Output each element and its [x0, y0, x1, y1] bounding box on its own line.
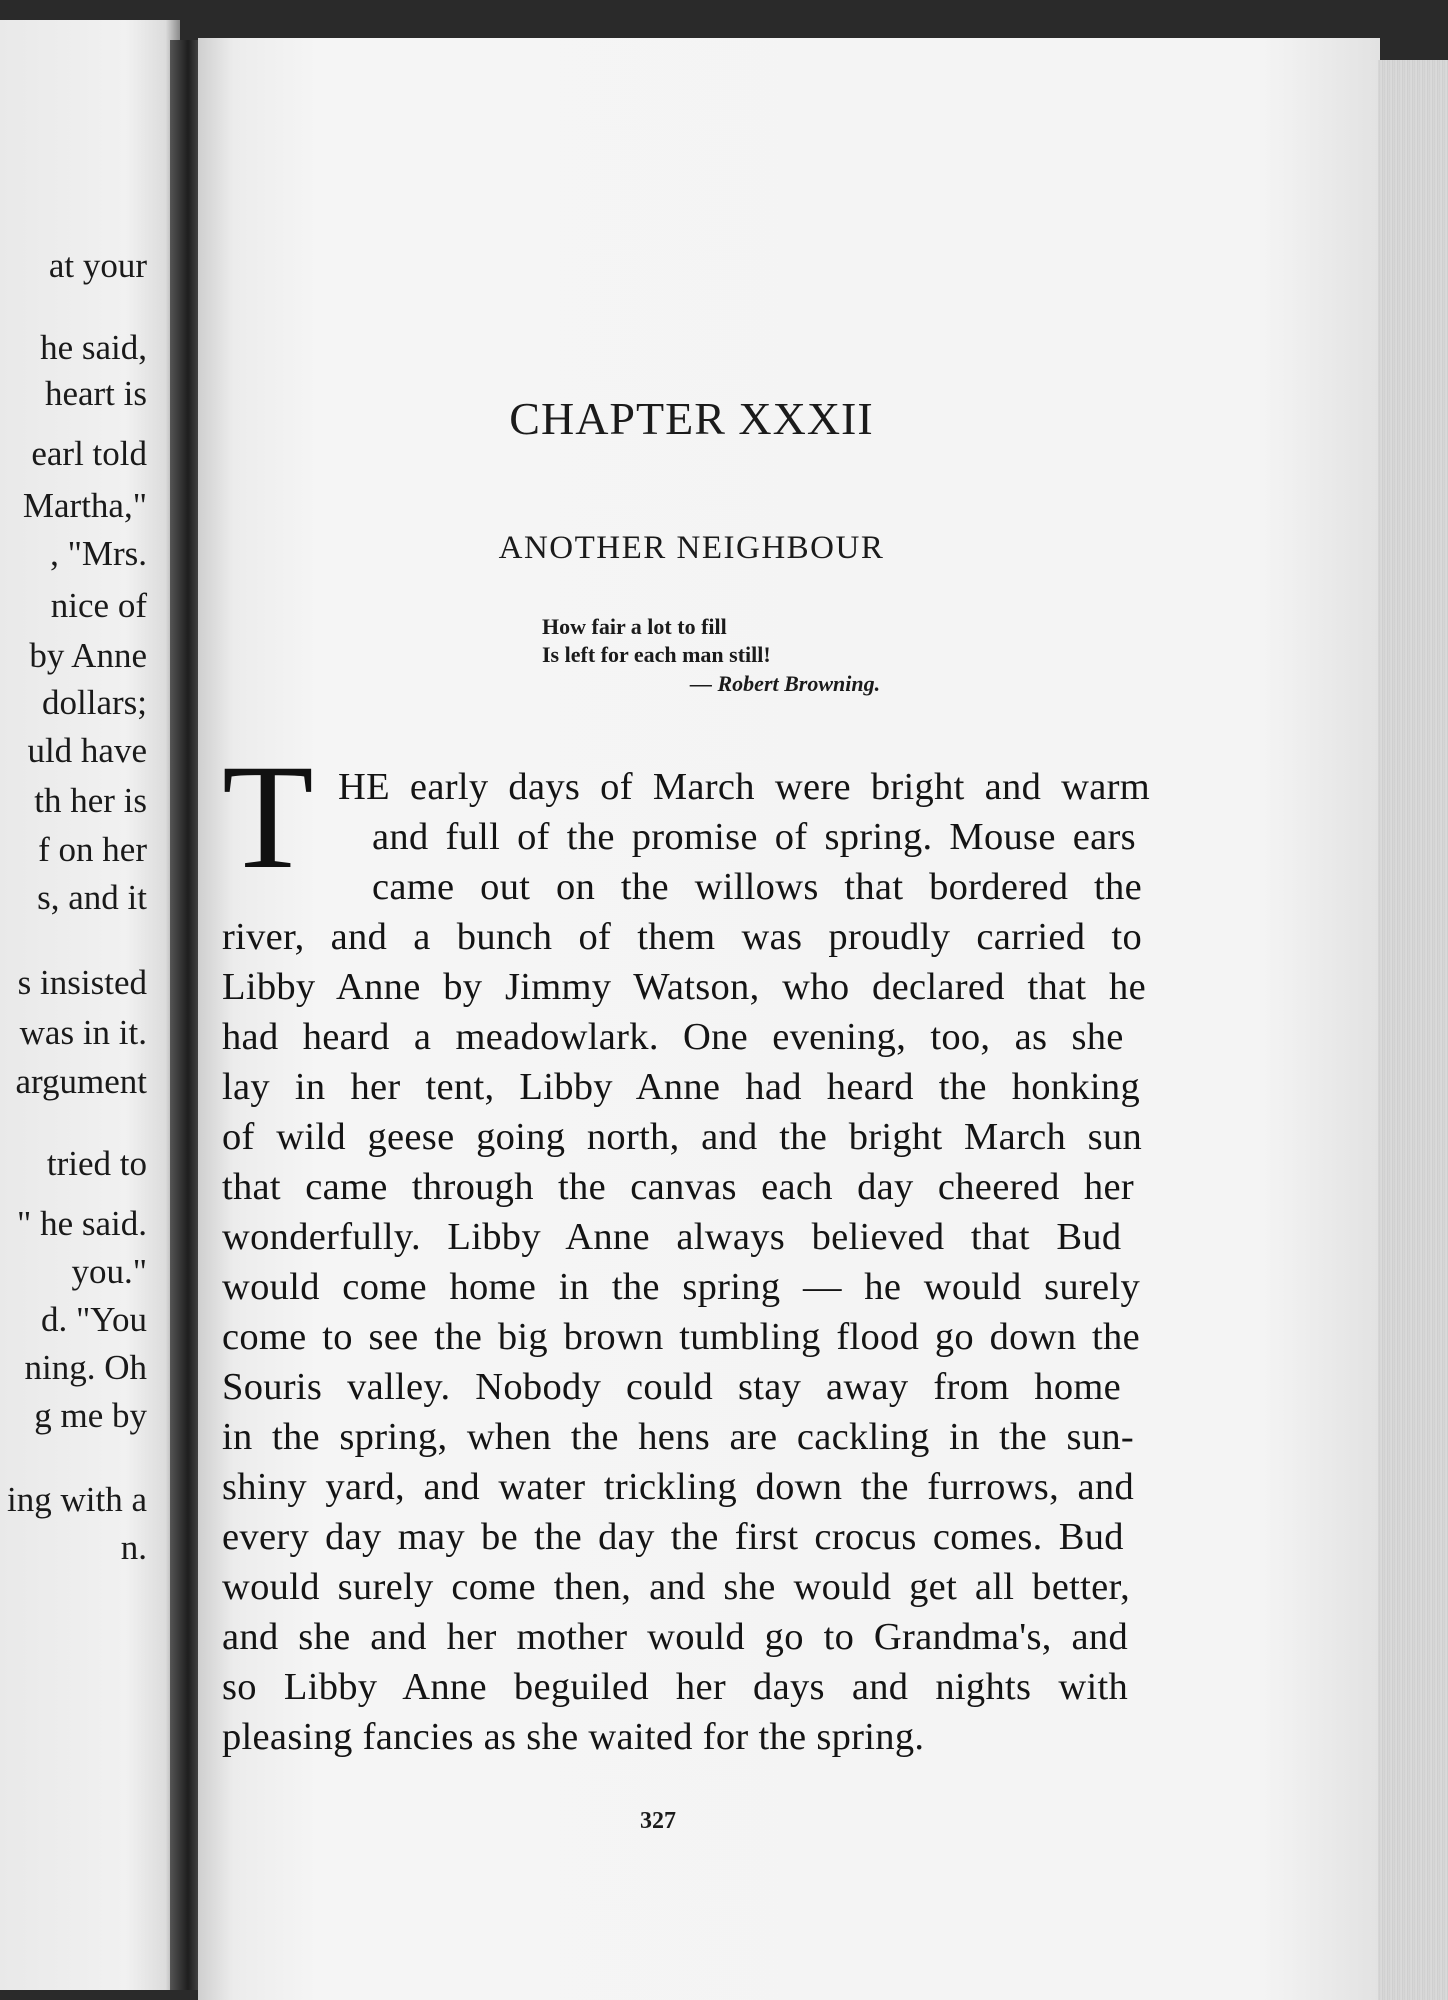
- body-line: Souris valley. Nobody could stay away from home: [222, 1366, 1122, 1408]
- left-page-line: at your: [48, 246, 147, 285]
- body-line: that came through the canvas each day cheered her: [222, 1166, 1134, 1208]
- body-line: lay in her tent, Libby Anne had heard the honking: [222, 1066, 1140, 1108]
- left-page-line: s, and it: [37, 878, 147, 917]
- body-line: would surely come then, and she would get all better,: [222, 1566, 1130, 1608]
- left-page-line: " he said.: [17, 1204, 147, 1243]
- body-line: wonderfully. Libby Anne always believed that Bud: [222, 1216, 1122, 1258]
- left-page-line: nice of: [50, 586, 147, 625]
- left-page-line: , "Mrs.: [50, 534, 147, 573]
- body-line: and she and her mother would go to Grandma's, and: [222, 1616, 1128, 1658]
- page-number: 327: [640, 1808, 676, 1834]
- left-page-line: th her is: [34, 781, 147, 820]
- left-page-line: f on her: [38, 830, 147, 869]
- left-page-line: dollars;: [42, 683, 147, 722]
- left-page-line: you.": [71, 1252, 147, 1291]
- left-page-line: n.: [120, 1528, 147, 1567]
- body-line: pleasing fancies as she waited for the spring.: [222, 1716, 925, 1758]
- left-page-line: he said,: [40, 328, 147, 367]
- drop-cap: T: [222, 734, 314, 900]
- left-page-line: uld have: [27, 731, 147, 770]
- left-page-line: was in it.: [19, 1013, 147, 1052]
- left-page-line: argument: [15, 1062, 147, 1101]
- epigraph-attribution: — Robert Browning.: [690, 671, 881, 696]
- left-page-line: ing with a: [7, 1480, 147, 1519]
- body-line: came out on the willows that bordered the: [372, 866, 1142, 908]
- epigraph-line: Is left for each man still!: [542, 642, 771, 667]
- left-page-line: Martha,": [22, 486, 147, 525]
- left-page-line: g me by: [34, 1396, 147, 1435]
- body-line: every day may be the day the first crocus comes. Bud: [222, 1516, 1124, 1558]
- left-page-line: tried to: [46, 1144, 147, 1183]
- body-line: so Libby Anne beguiled her days and nights with: [222, 1666, 1128, 1708]
- chapter-title: CHAPTER XXXII: [509, 393, 874, 444]
- epigraph-line: How fair a lot to fill: [542, 614, 727, 639]
- body-line: of wild geese going north, and the bright March sun: [222, 1116, 1142, 1158]
- chapter-subtitle: ANOTHER NEIGHBOUR: [498, 530, 885, 566]
- left-page-line: s insisted: [17, 963, 147, 1002]
- body-line: shiny yard, and water trickling down the furrows, and: [222, 1466, 1134, 1508]
- body-line: would come home in the spring — he would surely: [222, 1266, 1140, 1308]
- left-page-line: by Anne: [29, 636, 147, 675]
- left-page-line: heart is: [44, 374, 147, 413]
- left-page-line: ning. Oh: [24, 1348, 147, 1387]
- body-line: HE early days of March were bright and warm: [338, 766, 1150, 808]
- body-line: in the spring, when the hens are cackling in the sun-: [222, 1416, 1134, 1458]
- left-page-line: d. "You: [40, 1300, 147, 1339]
- left-page-line: earl told: [31, 434, 147, 473]
- body-line: had heard a meadowlark. One evening, too, as she: [222, 1016, 1124, 1058]
- body-line: come to see the big brown tumbling flood go down the: [222, 1316, 1140, 1358]
- body-line: Libby Anne by Jimmy Watson, who declared that he: [222, 966, 1146, 1008]
- body-line: river, and a bunch of them was proudly carried to: [222, 916, 1142, 958]
- body-line: and full of the promise of spring. Mouse ears: [372, 816, 1136, 858]
